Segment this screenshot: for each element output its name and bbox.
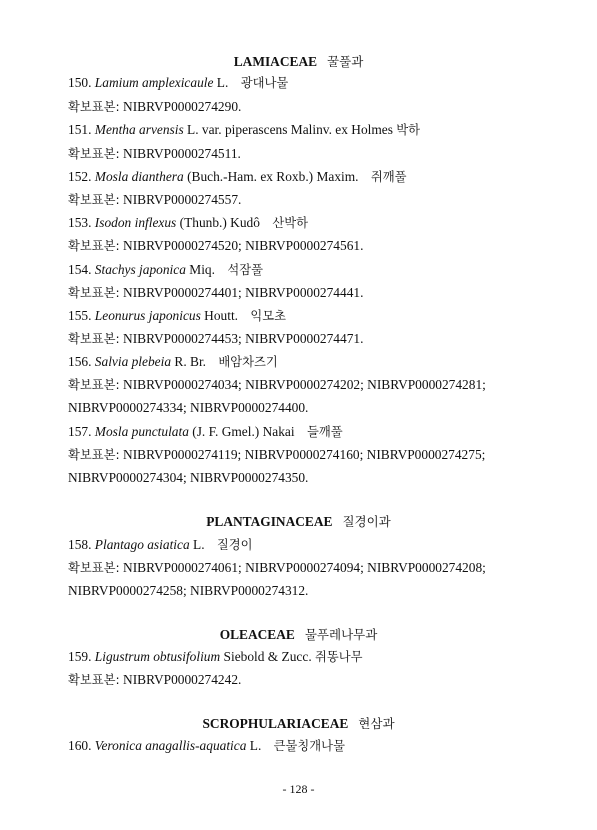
species-author: L. xyxy=(216,75,229,90)
species-korean-name: 쥐똥나무 xyxy=(315,650,363,664)
species-name: Mosla dianthera xyxy=(94,169,184,184)
specimen-label: 확보표본: xyxy=(68,286,120,300)
specimen-ids: NIBRVP0000274520; NIBRVP0000274561. xyxy=(123,238,364,253)
species-author: L. var. piperascens Malinv. ex Holmes xyxy=(187,122,393,137)
specimen-label: 확보표본: xyxy=(68,378,120,392)
species-name: Stachys japonica xyxy=(94,262,186,277)
species-number: 154. xyxy=(68,262,92,277)
page-number: - 128 - xyxy=(282,782,315,796)
specimen-ids: NIBRVP0000274401; NIBRVP0000274441. xyxy=(123,285,364,300)
specimen-label: 확보표본: xyxy=(68,448,120,462)
species-number: 152. xyxy=(68,169,92,184)
species-number: 157. xyxy=(68,424,92,439)
species-korean-name: 석잠풀 xyxy=(227,263,263,277)
species-name: Lamium amplexicaule xyxy=(94,75,214,90)
species-author: L. xyxy=(249,738,262,753)
specimen-ids: NIBRVP0000274511. xyxy=(123,146,241,161)
species-entry xyxy=(68,537,253,553)
family-name: PLANTAGINACEAE xyxy=(206,514,333,529)
species-author: Miq. xyxy=(189,262,215,277)
species-name: Salvia plebeia xyxy=(94,354,172,369)
species-entry xyxy=(68,215,308,231)
specimen-label: 확보표본: xyxy=(68,673,120,687)
species-number: 151. xyxy=(68,122,92,137)
species-entry xyxy=(68,122,420,138)
specimen-ids: NIBRVP0000274304; NIBRVP0000274350. xyxy=(68,470,309,485)
species-korean-name: 큰물칭개나물 xyxy=(273,739,345,753)
family-korean-name: 질경이과 xyxy=(342,514,391,529)
specimen-label: 확보표본: xyxy=(68,332,120,346)
species-entry xyxy=(68,649,363,665)
species-name: Veronica anagallis-aquatica xyxy=(94,738,247,753)
species-korean-name: 배암차즈기 xyxy=(218,355,278,369)
species-korean-name: 들깨풀 xyxy=(306,425,343,439)
specimen-line-continued xyxy=(68,583,308,599)
species-number: 153. xyxy=(68,215,92,230)
species-name: Leonurus japonicus xyxy=(94,308,201,323)
specimen-ids: NIBRVP0000274119; NIBRVP0000274160; NIBRVP0000274275; xyxy=(123,447,486,462)
family-name: LAMIACEAE xyxy=(233,54,318,69)
specimen-ids: NIBRVP0000274242. xyxy=(123,672,242,687)
species-author: R. Br. xyxy=(174,354,207,369)
specimen-label: 확보표본: xyxy=(68,561,120,575)
species-number: 156. xyxy=(68,354,92,369)
family-heading xyxy=(0,625,597,643)
specimen-line xyxy=(68,285,363,301)
species-number: 158. xyxy=(68,537,92,552)
specimen-label: 확보표본: xyxy=(68,147,120,161)
species-author: (J. F. Gmel.) Nakai xyxy=(192,424,295,439)
species-korean-name: 광대나물 xyxy=(240,76,289,90)
specimen-line xyxy=(68,99,241,115)
species-korean-name: 박하 xyxy=(396,123,421,137)
species-number: 159. xyxy=(68,649,92,664)
species-entry xyxy=(68,262,263,278)
family-korean-name: 물푸레나무과 xyxy=(304,627,378,642)
family-name: SCROPHULARIACEAE xyxy=(202,716,349,731)
species-number: 155. xyxy=(68,308,92,323)
species-name: Ligustrum obtusifolium xyxy=(94,649,221,664)
specimen-label: 확보표본: xyxy=(68,193,120,207)
species-korean-name: 익모초 xyxy=(250,309,287,323)
specimen-line xyxy=(68,377,486,393)
specimen-line xyxy=(68,331,363,347)
specimen-ids: NIBRVP0000274453; NIBRVP0000274471. xyxy=(123,331,364,346)
specimen-ids: NIBRVP0000274290. xyxy=(123,99,242,114)
species-name: Isodon inflexus xyxy=(94,215,177,230)
species-entry xyxy=(68,75,288,91)
specimen-line xyxy=(68,560,486,576)
species-name: Mentha arvensis xyxy=(94,122,184,137)
specimen-line xyxy=(68,672,241,688)
species-entry xyxy=(68,738,345,754)
family-heading xyxy=(0,714,597,732)
species-entry xyxy=(68,308,286,324)
species-author: (Thunb.) Kudô xyxy=(179,215,260,230)
specimen-line-continued xyxy=(68,400,308,416)
specimen-line xyxy=(68,192,241,208)
specimen-label: 확보표본: xyxy=(68,239,120,253)
species-korean-name: 질경이 xyxy=(216,538,253,552)
specimen-ids: NIBRVP0000274061; NIBRVP0000274094; NIBRVP0000274208; xyxy=(123,560,486,575)
specimen-line xyxy=(68,447,485,463)
family-korean-name: 현삼과 xyxy=(358,716,395,731)
specimen-ids: NIBRVP0000274034; NIBRVP0000274202; NIBRVP0000274281; xyxy=(123,377,486,392)
species-name: Plantago asiatica xyxy=(94,537,190,552)
species-number: 160. xyxy=(68,738,92,753)
specimen-ids: NIBRVP0000274557. xyxy=(123,192,242,207)
species-author: (Buch.-Ham. ex Roxb.) Maxim. xyxy=(187,169,359,184)
specimen-line-continued xyxy=(68,470,308,486)
specimen-ids: NIBRVP0000274258; NIBRVP0000274312. xyxy=(68,583,309,598)
species-korean-name: 쥐깨풀 xyxy=(370,170,407,184)
family-name: OLEACEAE xyxy=(219,627,295,642)
species-author: Houtt. xyxy=(204,308,239,323)
species-name: Mosla punctulata xyxy=(94,424,189,439)
family-heading xyxy=(0,512,597,530)
specimen-label: 확보표본: xyxy=(68,100,120,114)
specimen-line xyxy=(68,238,363,254)
specimen-ids: NIBRVP0000274334; NIBRVP0000274400. xyxy=(68,400,309,415)
species-entry xyxy=(68,169,407,185)
species-entry xyxy=(68,424,343,440)
species-number: 150. xyxy=(68,75,92,90)
species-author: L. xyxy=(193,537,205,552)
specimen-line xyxy=(68,146,241,162)
species-entry xyxy=(68,354,278,370)
family-heading xyxy=(0,52,597,70)
species-author: Siebold & Zucc. xyxy=(223,649,312,664)
family-korean-name: 꿀풀과 xyxy=(327,54,364,69)
species-korean-name: 산박하 xyxy=(272,216,308,230)
